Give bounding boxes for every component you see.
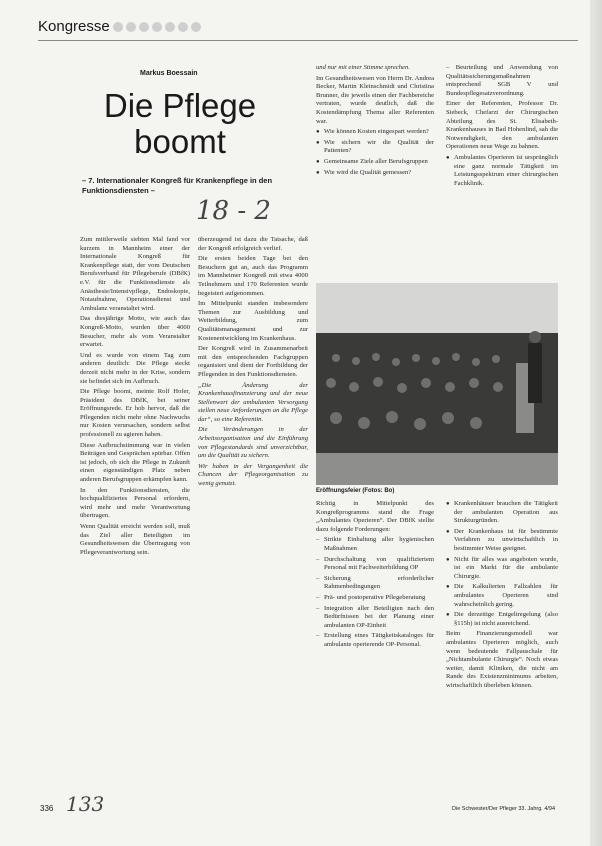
paragraph: Diese Aufbruchstimmung war in vielen Beiträgen und Gesprächen spürbar. Offen ist jedoch, ob sich die Pflege in Zukunft einen eigenständigen Platz neben anderen Berufsgruppen erkämpfen kann. [80, 441, 190, 484]
article-title [100, 88, 260, 160]
dash-item: – Sicherung erforderlicher Rahmenbedingungen [316, 575, 434, 592]
bullet-item: ● Ambulantes Operieren ist ursprünglich eine ganz normale Tätigkeit im Leistungsspektrum einer chirurgischen Fachklinik. [446, 154, 558, 188]
section-dots-decoration [113, 22, 201, 32]
publication-source: Die Schwester/Der Pfleger 33. Jahrg. 4/94 [452, 806, 556, 812]
paragraph: Der Kongreß wird in Zusammenarbeit mit den entsprechenden Fachgruppen organisiert und dient der Fortbildung der Pflegenden in den Funktionsdiensten. [198, 345, 308, 378]
bullet-item: ● Wie sichern wir die Qualität der Patienten? [316, 139, 434, 156]
section-label: Kongresse [38, 18, 110, 35]
article-author: Markus Boessain [140, 70, 198, 77]
dash-item: – Prä- und postoperative Pflegeberatung [316, 594, 434, 603]
paragraph: In den Funktionsdiensten, die hochqualifiziertes Personal erfordern, wird mehr und mehr Verantwortung übertragen. [80, 486, 190, 520]
bullet-item: ● Der Krankenhaus ist für bestimmte Verfahren zu unwirtschaftlich in bestimmter Weise geeignet. [446, 528, 558, 554]
bullet-item: ● Wie wird die Qualität gemessen? [316, 169, 434, 178]
paragraph: Die Pflege boomt, meinte Rolf Hofer, Präsident des DBfK, bei seiner Eröffnungsrede. Er hob hervor, daß die Pflegenden nicht mehr ohne Nachwuchs nur Kosten verursachen, sondern selbst professionell zu agieren haben. [80, 388, 190, 439]
text-column-2 [198, 236, 308, 796]
paragraph: Einer der Referenten, Professor Dr. Siebeck, Chefarzt der Chirurgischen Abteilung des St. Elisabeth-Krankenhauses in Bad Hohenlind, sah die Notwendigkeit, den ambulanten Operationen neue Wege zu bahnen. [446, 100, 558, 151]
handwritten-page-mark: 133 [66, 792, 105, 816]
text-column-1 [80, 236, 190, 796]
dash-item: – Strikte Einhaltung aller hygienischen Maßnahmen [316, 536, 434, 553]
bullet-item: ● Nicht für alles was angeboten wurde, ist ein Markt für die ambulante Chirurgie. [446, 556, 558, 582]
audience-photo-illustration [316, 283, 558, 485]
paragraph: und nur mit einer Stimme sprechen. [316, 64, 410, 71]
paragraph: Beim Finanzierungsmodell war ambulantes Operieren möglich, auch wenn bedeutende Fallpauschale für „Nichtambulante Chirurgie“. Noch etwas weiter, damit Kliniken, die nicht am Rande des Existenzminimums arbeiten, wirtschaftlich überleben können. [446, 630, 558, 689]
bullet-item: ● Die Kalkulierten Fallzahlen für ambulantes Operieren sind wahrscheinlich gering. [446, 583, 558, 609]
bullet-item: ● Gemeinsame Ziele aller Berufsgruppen [316, 158, 434, 167]
bullet-item: ● Wie können Kosten eingespart werden? [316, 128, 434, 137]
paragraph: Die ersten beiden Tage bei den Besuchern gut an, auch das Programm im Mannheimer Kongreß mit etwa 4000 Teilnehmern und 170 Referenten wurde begeistert aufgenommen. [198, 255, 308, 297]
bullet-item: ● Krankenhäuser brauchen die Tätigkeit der ambulanten Operation aus Strukturgründen. [446, 500, 558, 526]
paragraph: Und es wurde von einem Tag zum anderen deutlich: Die Pflege steckt derzeit nicht mehr in der Krise, sondern sie befindet sich im Aufbruch. [80, 351, 190, 385]
quote-paragraph: Die Veränderungen in der Arbeitsorganisation und die Einführung von Pflegestandards sind unverzichtbar, um die Qualität zu sichern. [198, 426, 308, 460]
paragraph: überzeugend ist dazu die Tatsache, daß der Kongreß erfolgreich verlief. [198, 236, 308, 252]
dash-item: – Integration aller Beteiligten nach den Bedürfnissen bei der Planung einer ambulanten OP-Einheit [316, 605, 434, 631]
title-line-2: boomt [134, 123, 226, 160]
text-column-4-bottom [446, 500, 558, 798]
article-subtitle: – 7. Internationaler Kongreß für Krankenpflege in den Funktionsdiensten – [82, 176, 273, 195]
paragraph: Im Gesundheitswesen von Herrn Dr. Andrea Becker, Martin Kleinschmidt und Christina Brunner, die jeweils einen der Fachbereiche vertraten, wurde deutlich, daß die Kostendämpfung Thema aller Referenten war. [316, 74, 434, 125]
paragraph: – Beurteilung und Anwendung von Qualitätssicherungsmaßnahmen entsprechend SGB V und Bundespflegesatzverordnung. [446, 64, 558, 97]
photo-caption: Eröffnungsfeier (Fotos: Bo) [316, 488, 395, 494]
dash-item: – Durchschaltung von qualifiziertem Personal mit Fachweiterbildung OP [316, 556, 434, 573]
scan-page-edge [590, 0, 602, 846]
paragraph: Richtig in Mittelpunkt des Kongreßprogramms stand die Frage „Ambulantes Operieren“. Der DBfK stellte dazu folgende Forderungen: [316, 500, 434, 533]
text-column-4-top [446, 64, 558, 278]
paragraph: Das diesjährige Motto, wie auch das Kongreß-Motto, wurden über 4000 Besucher, mehr als vom Veranstalter erwartet. [80, 315, 190, 349]
quote-paragraph: „Die Änderung der Krankenhausfinanzierung und der neue Stellenwert der ambulanten Versorgung stellen neue Anforderungen an die Pflege dar“, so eine Referentin. [198, 381, 308, 423]
bullet-item: ● Die derzeitige Entgeltregelung (also §115b) ist nicht ausreichend. [446, 611, 558, 628]
header-rule [38, 40, 578, 41]
text-column-3-bottom [316, 500, 434, 798]
paragraph: Zum mittlerweile siebten Mal fand vor kurzem in Mannheim einer der Internationale Kongreß für Krankenpflege statt, der vom Deutschen Berufsverband für Pflegeberufe (DBfK) e.V. für die Funktionsdienste als Anästhesie/Intensivpflege, Endoskopie, Notaufnahme, Operationsdienst und Ambulanz veranstaltet wird. [80, 236, 190, 312]
handwritten-annotation: 18 - 2 [196, 196, 271, 226]
quote-paragraph: Wir haben in der Vergangenheit die Chancen der Pflegeorganisation zu wenig genutzt. [198, 462, 308, 488]
paragraph: Im Mittelpunkt standen insbesondere Themen zur Ausbildung und Weiterbildung, zum Qualitätsmanagement und zur Kostenentwicklung im Krankenhaus. [198, 300, 308, 342]
event-photo [316, 283, 558, 485]
page-number: 336 [40, 804, 54, 813]
title-line-1: Die Pflege [103, 87, 257, 124]
text-column-3-top [316, 64, 434, 278]
paragraph: Wenn Qualität erreicht werden soll, muß das Ziel aller Beteiligten im Gesundheitswesen die Übertragung von Pflegeverantwortung sein. [80, 523, 190, 556]
dash-item: – Erstellung eines Tätigkeitskataloges für ambulante operierende OP-Personal. [316, 632, 434, 649]
